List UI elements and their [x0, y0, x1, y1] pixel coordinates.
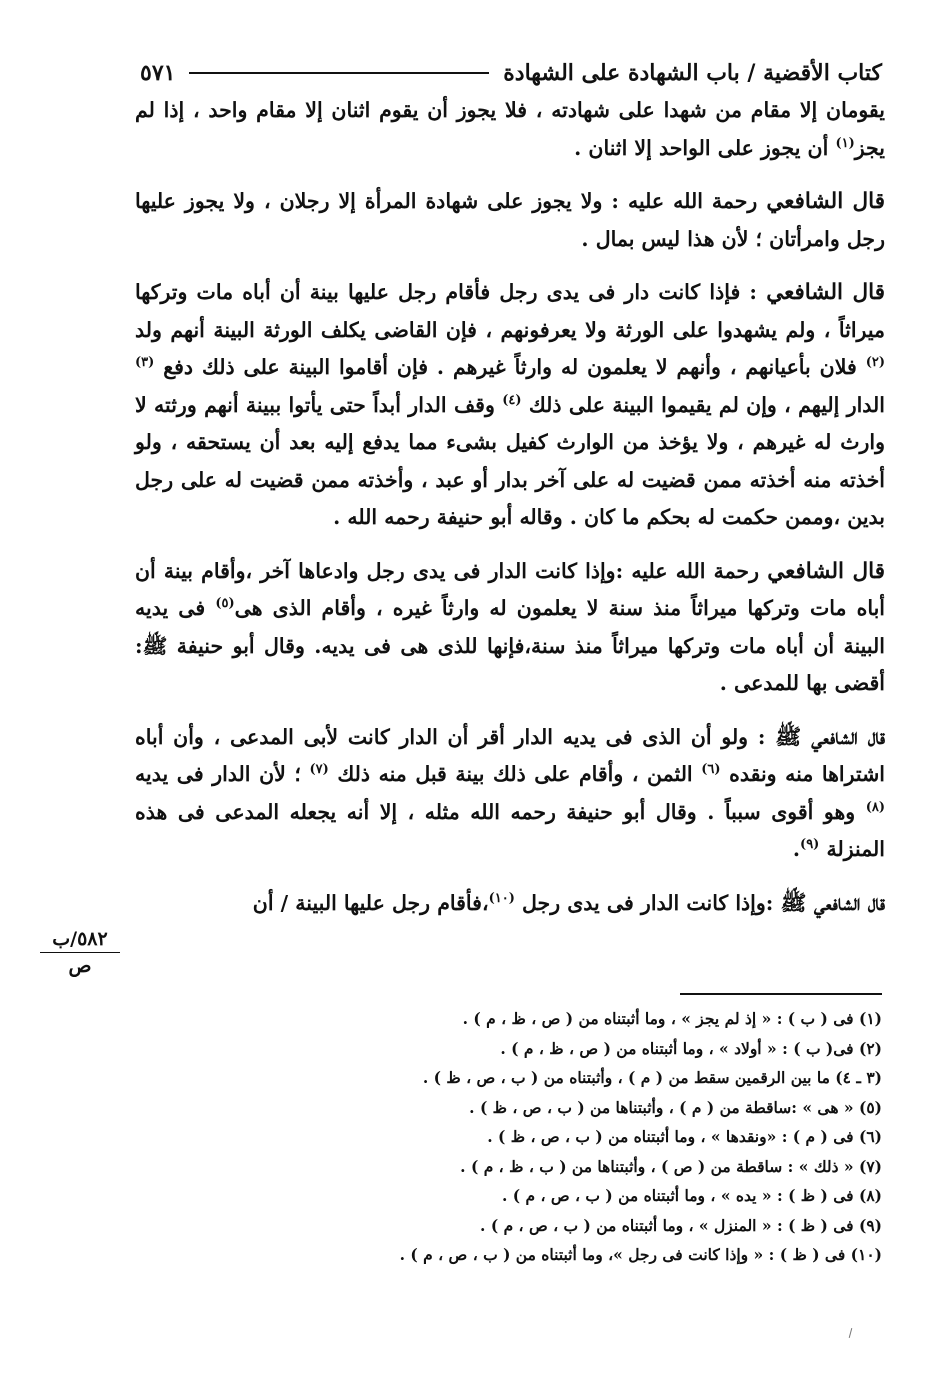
main-text	[135, 92, 885, 922]
paragraph-2	[135, 183, 885, 258]
speaker-label: قال الشافعي	[766, 280, 885, 305]
footnote-ref: (٧)	[309, 762, 329, 778]
folio-number: ٥٨٢/ب	[40, 928, 120, 953]
paragraph-text: فى يديه البينة أن أباه مات وتركها ميراثاً منذ سنة،فإنها للذى هى فى يديه. وقال أبو حنيفة ﷺ: أقضى بها للمدعى .	[135, 596, 885, 695]
page-header	[140, 52, 882, 94]
paragraph-text: ،فأقام رجل عليها البينة / أن	[252, 890, 489, 915]
footnote: (٣ ـ ٤) ما بين الرقمين سقط من ( م ) ، وأثبتناه من ( ب ، ص ، ظ ) .	[422, 1068, 882, 1087]
paragraph-text: رحمة الله عليه : ولا يجوز على شهادة المرأة إلا رجلان ، ولا يجوز عليها رجل وامرأتان ؛ لأن هذا ليس بمال .	[135, 189, 885, 251]
paragraph-4	[135, 553, 885, 703]
speaker-label: قال الشافعي	[766, 189, 885, 214]
speaker-label: قال الشافعي ﷺ	[780, 890, 885, 916]
paragraph-text: : ولو أن الذى فى يديه الدار أقر أن الدار كانت لأبى المدعى ، وأن أباه اشتراها منه ونقده	[135, 724, 885, 786]
footnote: (١٠) فى ( ظ ) : « وإذا كانت فى رجل »، وما أثبتناه من ( ب ، ص ، م ) .	[399, 1245, 882, 1264]
paragraph-text: رحمة الله عليه :وإذا كانت الدار فى يدى رجل وادعاها آخر ،وأقام بينة أن أباه مات وتركها ميراثاً منذ سنة لا يعلمون له وارثاً غيره ، وأقام الذى هى	[135, 558, 885, 620]
speaker-label: قال الشافعي	[767, 558, 885, 584]
paragraph-text: :وإذا كانت الدار فى يدى رجل	[514, 890, 781, 915]
page-number: ٥٧١	[140, 60, 176, 86]
scan-speck	[849, 1328, 853, 1338]
paragraph-text: أن يجوز على الواحد إلا اثنان .	[574, 135, 836, 160]
paragraph-text: يقومان إلا مقام من شهدا على شهادته ، فلا يجوز أن يقوم اثنان إلا مقام واحد ، إذا لم يجز	[135, 98, 885, 160]
footnote: (٥) « هى » :ساقطة من ( م ) ، وأثبتناها من ( ب ، ص ، ظ ) .	[469, 1097, 882, 1117]
footnote-ref: (٣)	[135, 355, 155, 371]
footnote-ref: (٩)	[800, 837, 820, 853]
footnote-ref: (٥)	[215, 596, 235, 612]
paragraph-text: : فإذا كانت دار فى يدى رجل فأقام رجل عليها بينة أن أباه مات وتركها ميراثاً ، ولم يشهدوا على الورثة ولا يعرفونهم ، فإن القاضى يكلف الورثة البينة أنهم ولد	[135, 280, 885, 342]
footnote: (١) فى ( ب ) : « إذ لم يجز » ، وما أثبتناه من ( ص ، ظ ، م ) .	[462, 1009, 882, 1028]
paragraph-text: ؛ لأن الدار فى يديه	[135, 762, 310, 786]
paragraph-1	[135, 92, 885, 167]
paragraph-text: فلان بأعيانهم ، وأنهم لا يعلمون له وارثاً غيرهم . فإن أقاموا البينة على ذلك دفع	[154, 355, 866, 379]
paragraph-text: الدار إليهم ، وإن لم يقيموا البينة على ذلك	[521, 392, 885, 417]
footnote-separator	[680, 993, 882, 995]
paragraph-3	[135, 274, 885, 537]
paragraph-text: الثمن ، وأقام على ذلك بينة قبل منه ذلك	[328, 762, 702, 786]
footnotes	[200, 1004, 882, 1270]
footnote: (٧) « ذلك » : ساقطة من ( ص ) ، وأثبتناها من ( ب ، ظ ، م ) .	[460, 1156, 882, 1176]
footnote-ref: (٨)	[865, 799, 885, 815]
manuscript-siglum: ص	[68, 955, 92, 977]
running-title: كتاب الأقضية / باب الشهادة على الشهادة	[503, 60, 882, 86]
paragraph-6	[135, 885, 885, 923]
footnote-ref: (١٠)	[488, 890, 515, 906]
paragraph-5	[135, 719, 885, 869]
paragraph-text: .	[792, 837, 801, 861]
paragraph-text: وقف الدار أبداً حتى يأتوا ببينة أنهم ورثته لا وارث له غيرهم ، ولا يؤخذ من الوارث كفيل بشىء مما يدفع إليه بعد أن يستحقه ، ولو أخذته منه أخذته ممن قضيت له على آخر بدار أو عبد ، وأخذته ممن قضيت له على رجل بدين ،وممن حكمت له بحكم ما كان . وقاله أبو حنيفة رحمه الله .	[135, 392, 885, 529]
footnote: (٦) فى ( م ) : «ونقدها » ، وما أثبتناه من ( ب ، ص ، ظ ) .	[487, 1127, 882, 1146]
paragraph-text: وهو أقوى سبباً . وقال أبو حنيفة رحمه الله مثله ، إلا أنه يجعله المدعى فى هذه المنزلة	[135, 799, 885, 861]
footnote: (٨) فى ( ظ ) : « يده » ، وما أثبتناه من ( ب ، ص ، م ) .	[501, 1186, 882, 1205]
footnote-ref: (١)	[835, 135, 855, 151]
footnote-ref: (٦)	[701, 762, 721, 778]
footnote-ref: (٤)	[502, 392, 522, 408]
manuscript-folio-note	[40, 928, 120, 977]
footnote: (٢) فى( ب ) : « أولاد » ، وما أثبتناه من ( ص ، ظ ، م ) .	[500, 1038, 882, 1058]
footnote: (٩) فى ( ظ ) : « المنزل » ، وما أثبتناه من ( ب ، ص ، م ) .	[480, 1215, 882, 1235]
footnote-ref: (٢)	[865, 355, 885, 371]
speaker-label: قال الشافعي ﷺ	[775, 724, 886, 750]
header-rule	[189, 72, 489, 74]
